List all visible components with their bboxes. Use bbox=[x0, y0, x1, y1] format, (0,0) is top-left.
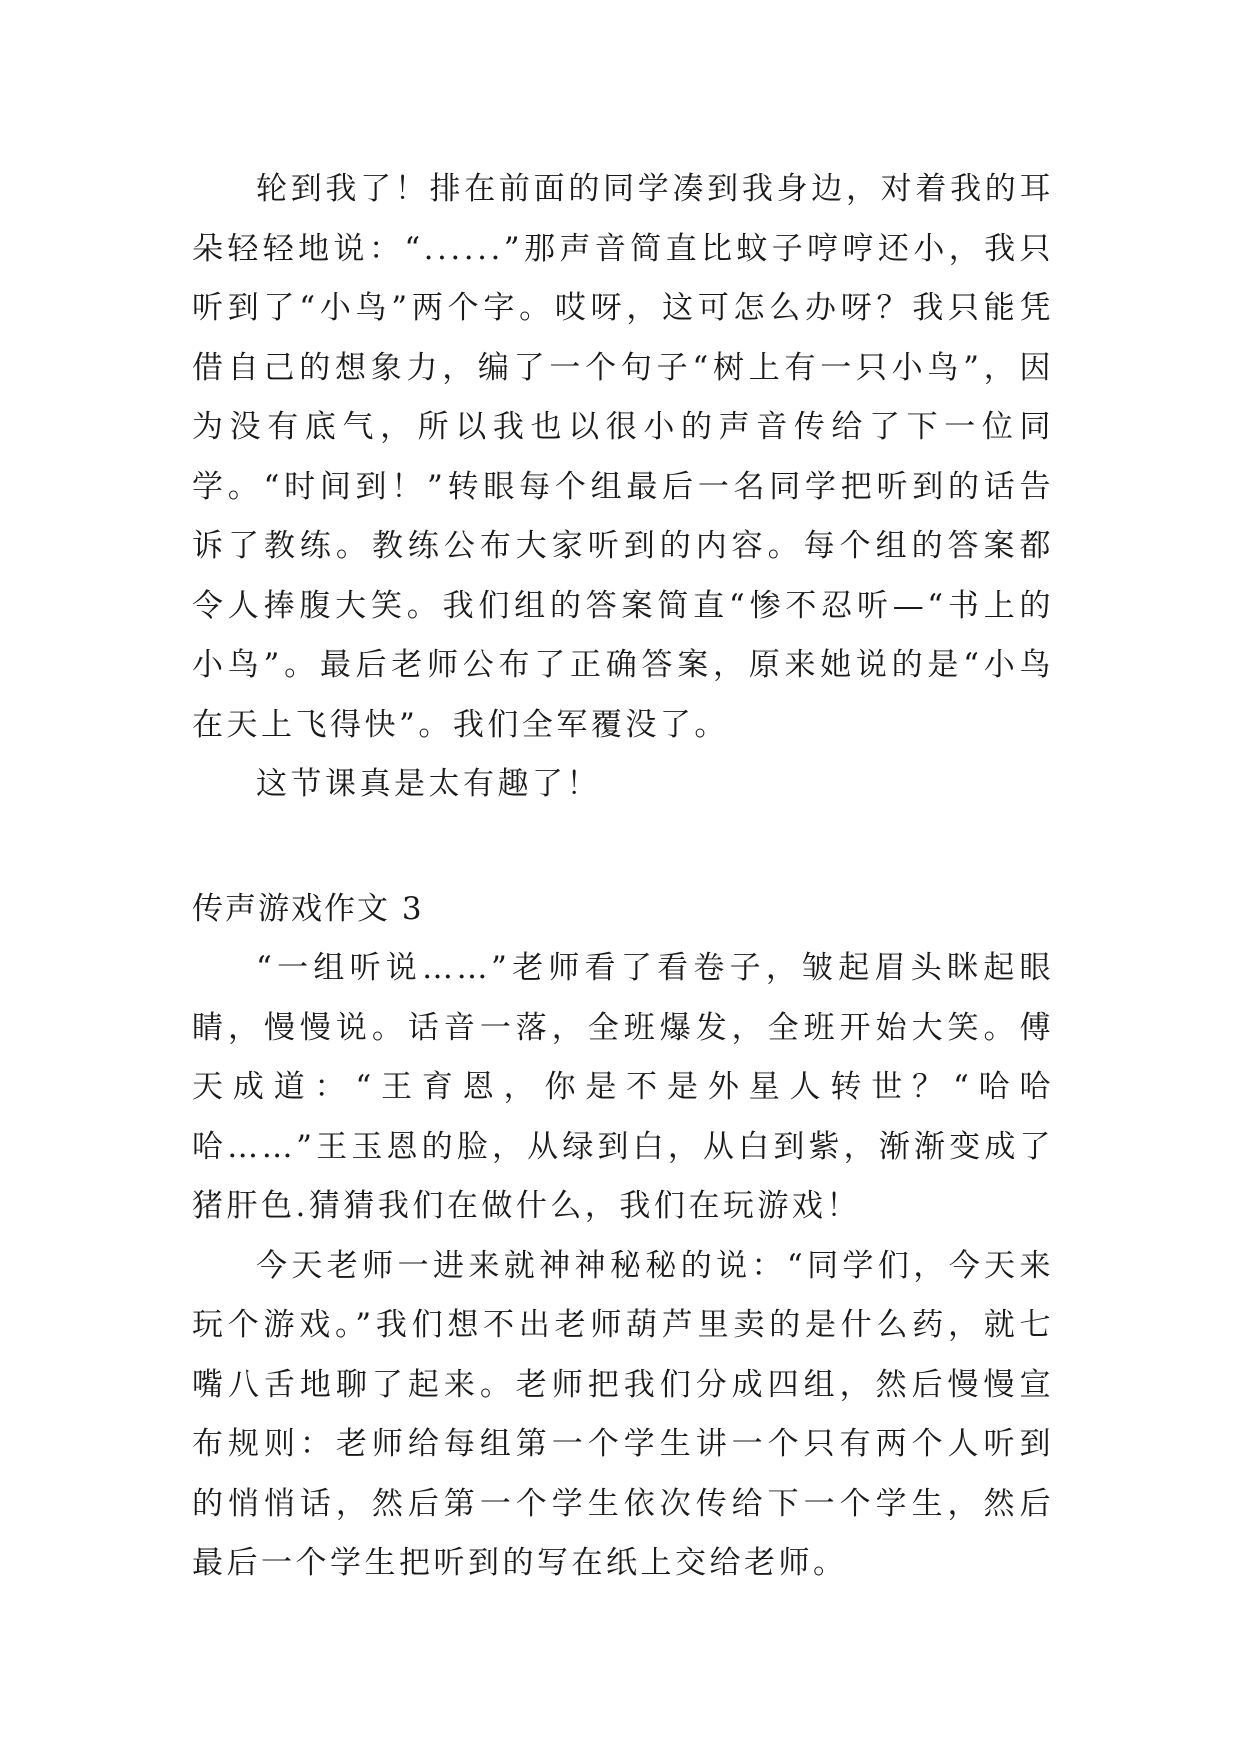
paragraph-prev-2: 这节课真是太有趣了！ bbox=[256, 766, 601, 802]
paragraph-prev-1: 轮到我了！排在前面的同学凑到我身边，对着我的耳朵轻轻地说：“......”那声音简直比蚊子哼哼还小，我只听到了“小鸟”两个字。哎呀，这可怎么办呀？我只能凭借自己的想象力，编了一个句子“树上有一只小鸟”，因为没有底气，所以我也以很小的声音传给了下一位同学。“时间到！”转眼每个组最后一名同学把听到的话告诉了教练。教练公布大家听到的内容。每个组的答案都令人捧腹大笑。我们组的答案简直“惨不忍听—“书上的小鸟”。最后老师公布了正确答案，原来她说的是“小鸟在天上飞得快”。我们全军覆没了。 bbox=[192, 171, 1054, 743]
paragraph-section3-2: 今天老师一进来就神神秘秘的说：“同学们，今天来玩个游戏。”我们想不出老师葫芦里卖的是什么药，就七嘴八舌地聊了起来。老师把我们分成四组，然后慢慢宣布规则：老师给每组第一个学生讲一个只有两个人听到的悄悄话，然后第一个学生依次传给下一个学生，然后最后一个学生把听到的写在纸上交给老师。 bbox=[192, 1247, 1054, 1581]
document-body bbox=[192, 160, 1054, 1594]
paragraph-section3-1: “一组听说……”老师看了看卷子，皱起眉头眯起眼睛，慢慢说。话音一落，全班爆发，全班开始大笑。傅天成道：“王育恩，你是不是外星人转世？“哈哈哈……”王玉恩的脸，从绿到白，从白到紫，渐渐变成了猪肝色.猜猜我们在做什么，我们在玩游戏！ bbox=[192, 950, 1054, 1224]
section-title: 传声游戏作文 3 bbox=[192, 890, 424, 927]
